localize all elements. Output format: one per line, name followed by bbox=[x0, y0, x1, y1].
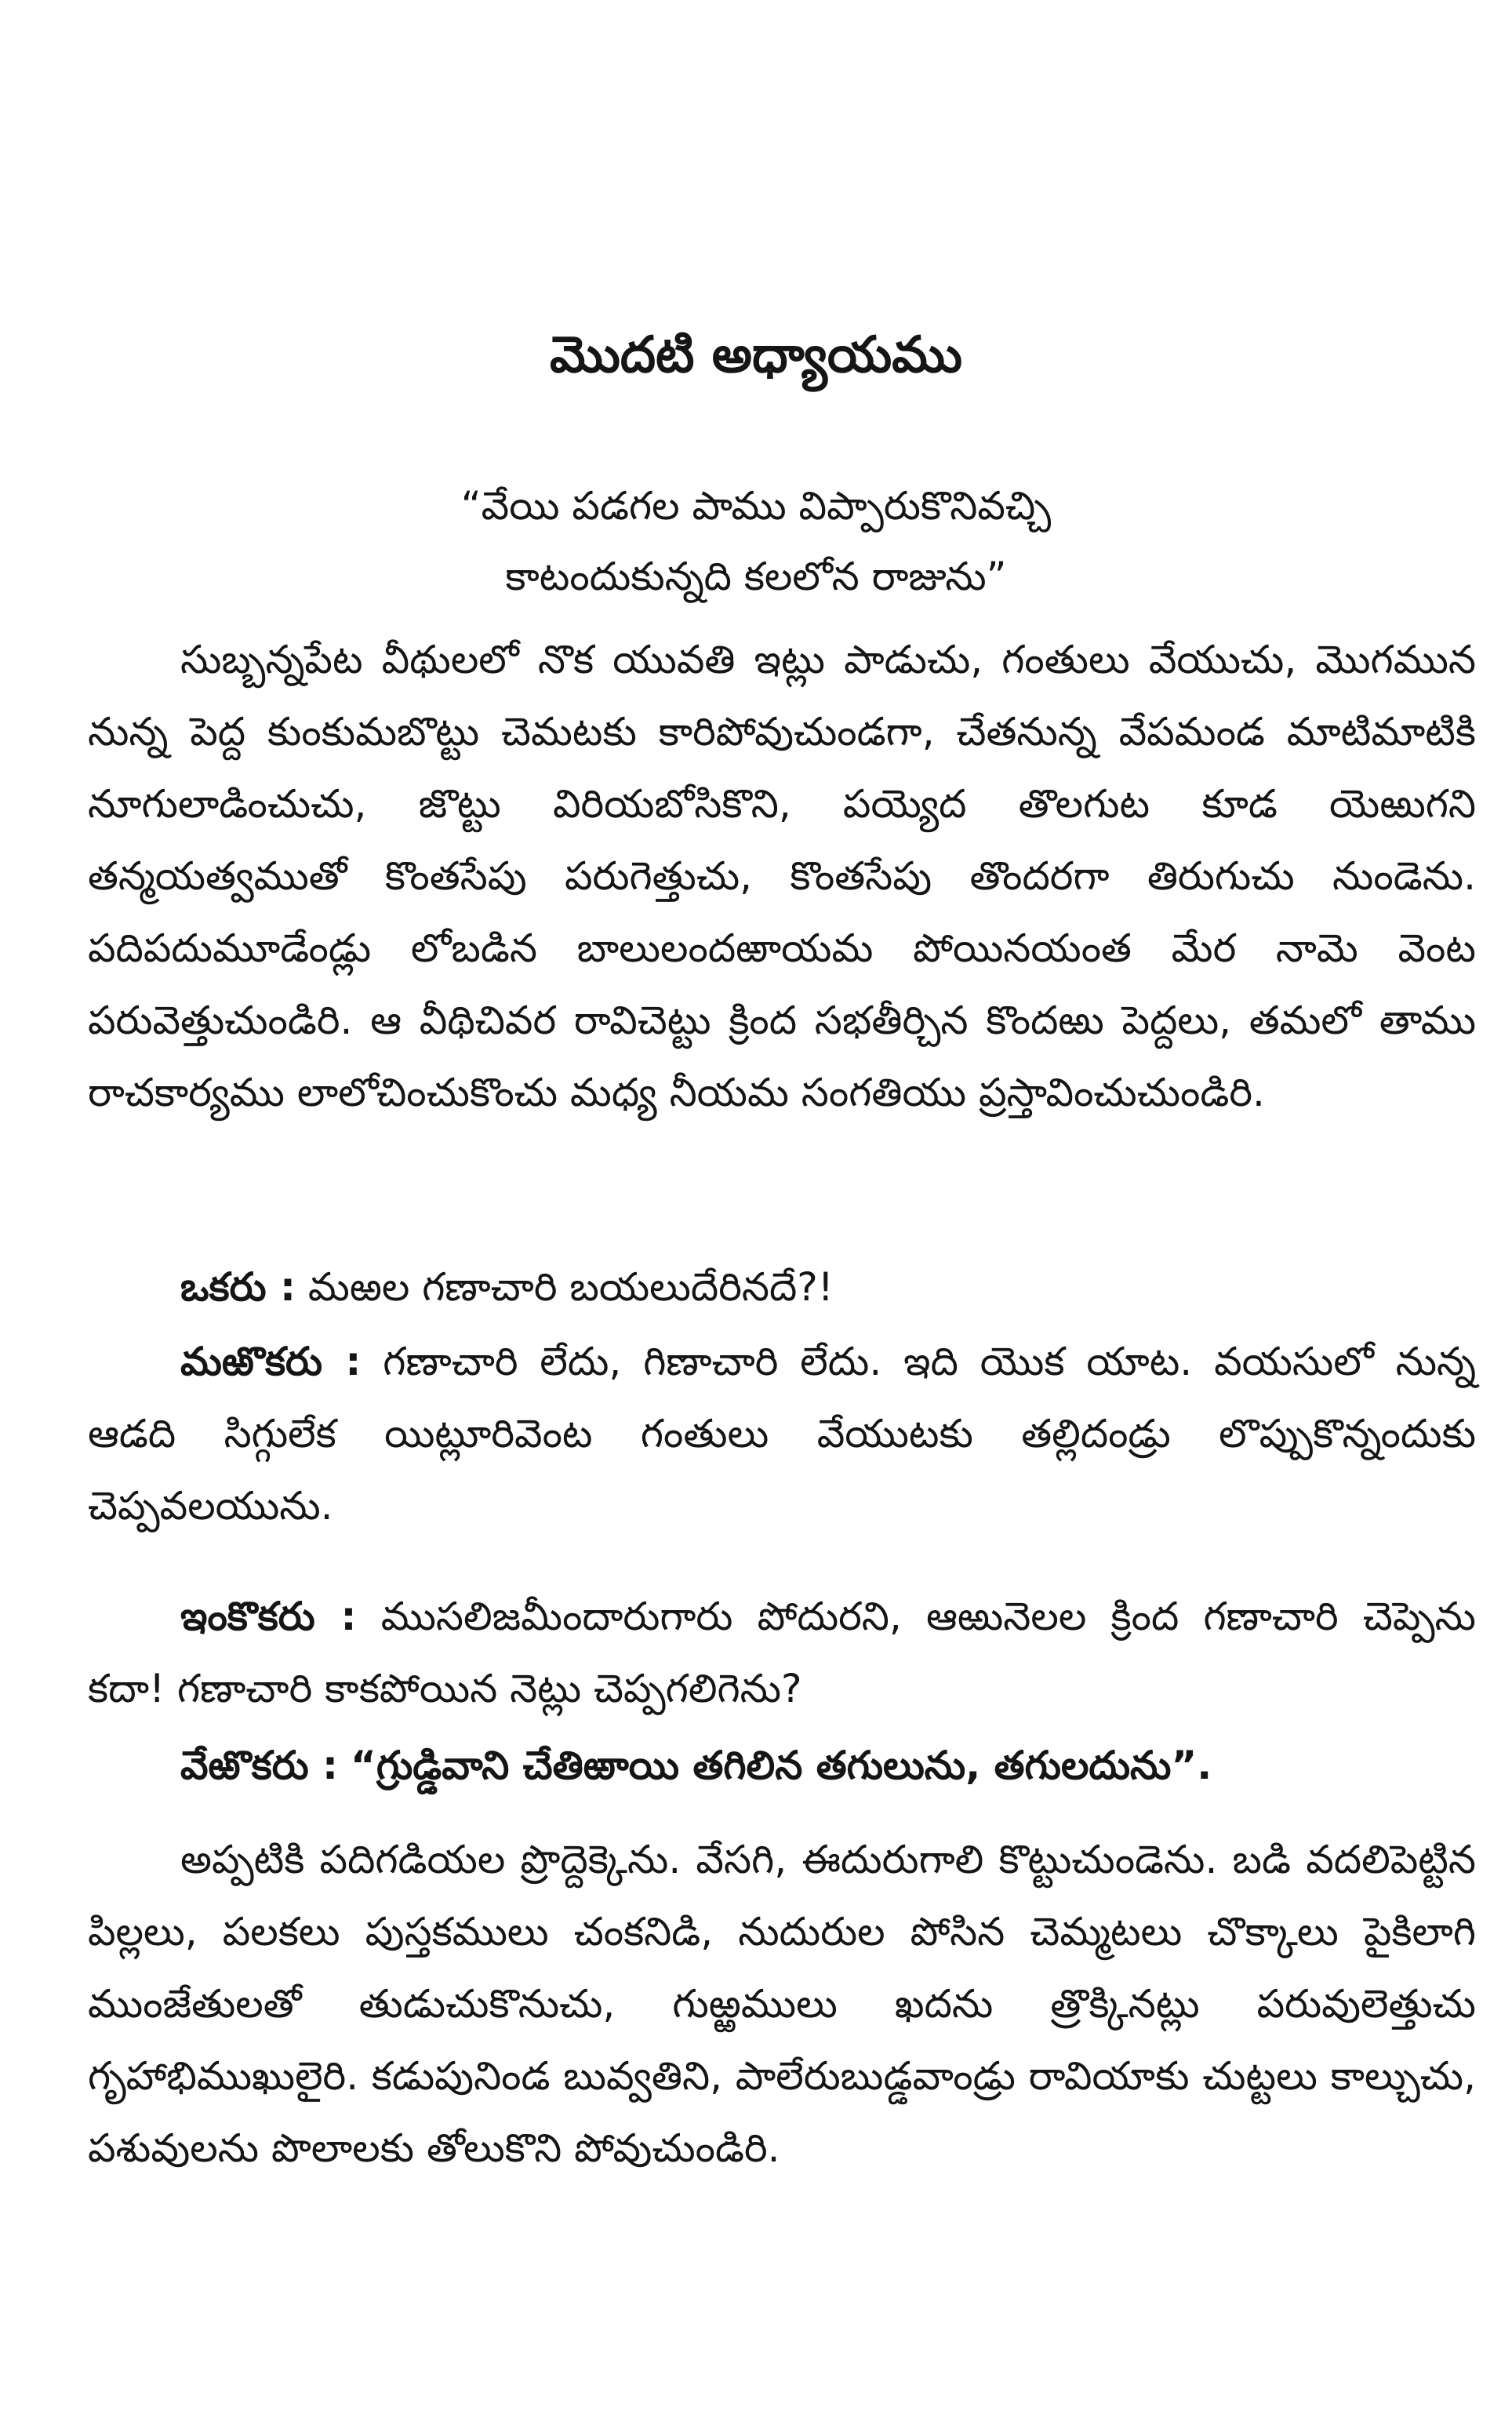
speaker-label: ఇంకొకరు : bbox=[180, 1594, 357, 1639]
dialogue-line-okaru bbox=[88, 1251, 1476, 1323]
paragraph-closing: అప్పటికి పదిగడియల ప్రొద్దెక్కెను. వేసగి, ఈదురుగాలి కొట్టుచుండెను. బడి వదలిపెట్టిన పిల్లలు, పలకలు పుస్తకములు చంకనిడి, నుదురుల పోసిన చెమ్మటలు చొక్కాలు పైకిలాగి ముంజేతులతో తుడుచుకొనుచు, గుఱ్ఱములు ఖదను త్రొక్కినట్లు పరువులెత్తుచు గృహాభిముఖులైరి. కడుపునిండ బువ్వతిని, పాలేరుబుడ్డవాండ్రు రావియాకు చుట్టలు కాల్చుచు, పశువులను పొలాలకు తోలుకొని పోవుచుండిరి. bbox=[88, 1837, 1476, 2171]
speaker-label: ఒకరు : bbox=[180, 1264, 296, 1310]
epigraph-verse bbox=[0, 471, 1512, 612]
dialogue-line-veerokaru bbox=[88, 1729, 1476, 1801]
epigraph-line-2: కాటందుకున్నది కలలోన రాజును” bbox=[505, 554, 1007, 599]
chapter-title: మొదటి అధ్యాయము bbox=[550, 326, 962, 384]
dialogue-line-inkokaru bbox=[88, 1580, 1476, 1725]
paragraph-opening: సుబ్బన్నపేట వీథులలో నొక యువతి ఇట్లు పాడుచు, గంతులు వేయుచు, మొగమున నున్న పెద్ద కుంకుమబొట్టు చెమటకు కారిపోవుచుండగా, చేతనున్న వేపమండ మాటిమాటికి నూగులాడించుచు, జొట్టు విరియబోసికొని, పయ్యెద తొలగుట కూడ యెఱుగని తన్మయత్వముతో కొంతసేపు పరుగెత్తుచు, కొంతసేపు తొందరగా తిరుగుచు నుండెను. పదిపదుమూడేండ్లు లోబడిన బాలులందఱాయమ పోయినయంత మేర నామె వెంట పరువెత్తుచుండిరి. ఆ వీథిచివర రావిచెట్టు క్రింద సభతీర్చిన కొందఱు పెద్దలు, తమలో తాము రాచకార్యము లాలోచించుకొంచు మధ్య నీయమ సంగతియు ప్రస్తావించుచుండిరి. bbox=[88, 637, 1476, 1115]
dialogue-text: ముసలిజమీందారుగారు పోదురని, ఆఱునెలల క్రింద గణాచారి చెప్పెను కదా! గణాచారి కాకపోయిన నెట్లు చెప్పగలిగెను? bbox=[88, 1594, 1476, 1711]
dialogue-line-maarokaru bbox=[88, 1325, 1476, 1542]
dialogue-text: “గ్రుడ్డివాని చేతిఱాయి తగిలిన తగులును, తగులదును”. bbox=[350, 1743, 1212, 1788]
dialogue-text: గణాచారి లేదు, గిణాచారి లేదు. ఇది యొక యాట. వయసులో నున్న ఆడది సిగ్గులేక యిట్లూరివెంట గంతులు వేయుటకు తల్లిదండ్రు లొప్పుకొన్నందుకు చెప్పవలయును. bbox=[88, 1339, 1476, 1529]
speaker-label: మఱొకరు : bbox=[180, 1339, 362, 1384]
dialogue-text: మఱల గణాచారి బయలుదేరినదే?! bbox=[307, 1264, 834, 1310]
epigraph-line-1: “వేయి పడగల పాము విప్పారుకొనివచ్చి bbox=[460, 483, 1052, 529]
speaker-label: వేఱొకరు : bbox=[180, 1743, 339, 1788]
